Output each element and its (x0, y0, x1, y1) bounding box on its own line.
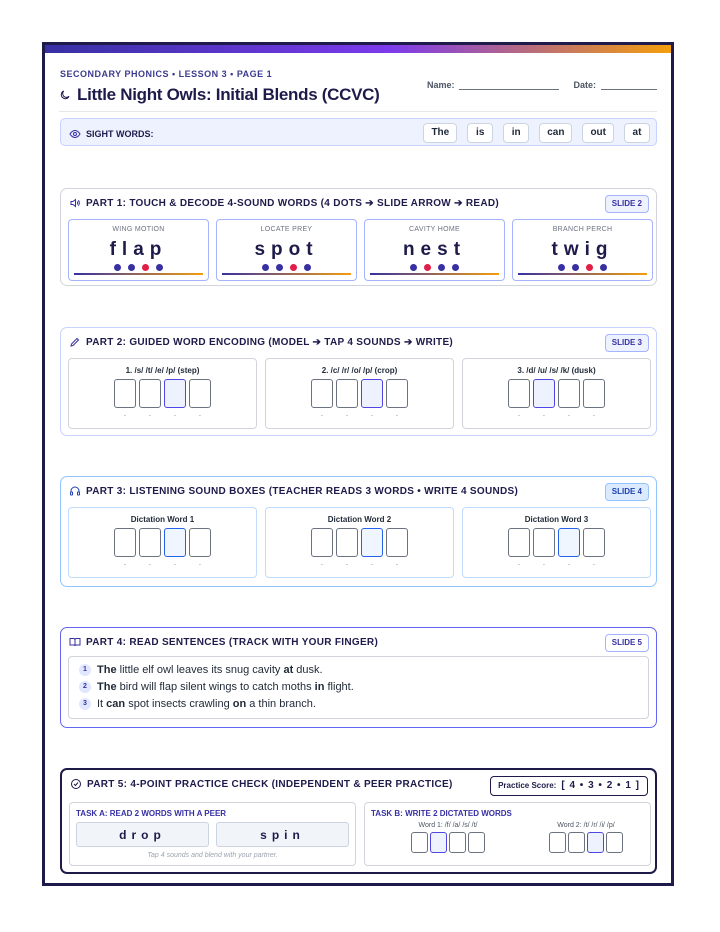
encoding-label: 3. /d/ /u/ /s/ /k/ (dusk) (517, 366, 596, 375)
sound-box[interactable] (468, 832, 485, 853)
worksheet-page (42, 42, 674, 886)
sentence-number: 3 (79, 698, 91, 710)
decode-card-label: CAVITY HOME (409, 226, 460, 233)
sentence-fragment: dusk. (293, 664, 323, 676)
part2-section (60, 327, 657, 436)
sound-dots (217, 264, 356, 271)
tick-mark: · (592, 411, 596, 420)
encoding-card (462, 358, 651, 429)
sound-box[interactable] (533, 528, 555, 557)
speaker-icon (69, 197, 81, 209)
sound-dot[interactable] (410, 264, 417, 271)
task-a (69, 802, 356, 866)
sound-box[interactable] (508, 379, 530, 408)
decode-word: nest (402, 239, 467, 260)
sound-box[interactable] (114, 379, 136, 408)
decode-card (512, 219, 653, 281)
tick-mark: · (198, 411, 202, 420)
moon-icon (59, 89, 71, 101)
part2-slide-badge: SLIDE 3 (605, 334, 649, 352)
decode-card (68, 219, 209, 281)
decode-word: flap (109, 239, 168, 260)
encoding-card (265, 358, 454, 429)
sound-box[interactable] (361, 379, 383, 408)
dictated-word (394, 822, 502, 853)
sound-box[interactable] (549, 832, 566, 853)
dictation-card (68, 507, 257, 578)
sentence-fragment: little elf owl leaves its snug cavity (116, 664, 284, 676)
encoding-label: 2. /c/ /r/ /o/ /p/ (crop) (321, 366, 398, 375)
sound-dot[interactable] (438, 264, 445, 271)
sound-boxes (394, 832, 502, 853)
part5-section (60, 768, 657, 874)
sound-box[interactable] (583, 528, 605, 557)
sound-dot[interactable] (276, 264, 283, 271)
sentence-row (79, 664, 323, 676)
sound-dot[interactable] (156, 264, 163, 271)
part1-slide-badge: SLIDE 2 (605, 195, 649, 213)
part4-section (60, 627, 657, 728)
sentence-text (97, 664, 323, 676)
sight-word-chip: is (467, 123, 493, 143)
sound-dot[interactable] (262, 264, 269, 271)
part2-heading-text: PART 2: GUIDED WORD ENCODING (MODEL ➔ TAP 4 SOUNDS ➔ WRITE) (86, 336, 454, 348)
practice-score-label: Practice Score: (498, 781, 557, 790)
tick-mark: · (148, 411, 152, 420)
sound-dots (513, 264, 652, 271)
sound-box[interactable] (583, 379, 605, 408)
practice-score-value[interactable]: [ 4 • 3 • 2 • 1 ] (561, 780, 640, 791)
sight-words-bar (60, 118, 657, 146)
tick-mark: · (370, 411, 374, 420)
tick-mark: · (173, 411, 177, 420)
sight-word-chips (423, 123, 650, 143)
sound-dot[interactable] (600, 264, 607, 271)
pencil-icon (69, 336, 81, 348)
practice-score (490, 776, 648, 796)
sentence-fragment: a thin branch. (246, 698, 316, 710)
sight-word-highlight: at (283, 664, 294, 676)
title-row (59, 85, 380, 105)
sound-box[interactable] (311, 379, 333, 408)
tick-mark: · (123, 411, 127, 420)
sound-box[interactable] (189, 379, 211, 408)
sound-dots (365, 264, 504, 271)
part1-section (60, 188, 657, 286)
sound-boxes (532, 832, 640, 853)
date-label: Date: (573, 80, 596, 90)
tick-mark: · (567, 411, 571, 420)
tick-mark: · (592, 560, 596, 569)
sound-dot[interactable] (128, 264, 135, 271)
sound-dot[interactable] (586, 264, 593, 271)
decode-card-label: LOCATE PREY (260, 226, 313, 233)
part3-heading-text: PART 3: LISTENING SOUND BOXES (TEACHER READS 3 WORDS • WRITE 4 SOUNDS) (86, 485, 519, 497)
sight-word-chip: out (582, 123, 614, 143)
sound-box[interactable] (508, 528, 530, 557)
part2-heading (69, 336, 453, 348)
sound-box[interactable] (361, 528, 383, 557)
sound-boxes (463, 379, 650, 408)
sentence-text (97, 698, 316, 710)
part5-heading (70, 778, 453, 790)
sound-box[interactable] (411, 832, 428, 853)
tick-mark: · (345, 411, 349, 420)
dictated-word-label: Word 2: /t/ /r/ /i/ /p/ (557, 822, 615, 829)
slide-arrow[interactable] (370, 273, 499, 275)
sound-box[interactable] (587, 832, 604, 853)
tick-mark: · (148, 560, 152, 569)
tick-mark: · (395, 411, 399, 420)
part3-heading (69, 485, 518, 497)
sight-word-highlight: The (97, 681, 117, 693)
book-icon (69, 636, 81, 648)
name-date-fields (427, 79, 657, 90)
tick-mark: · (173, 560, 177, 569)
part4-slide-badge: SLIDE 5 (605, 634, 649, 652)
top-gradient-bar (45, 45, 671, 53)
sight-word-highlight: can (106, 698, 126, 710)
sentence-fragment: spot insects crawling (125, 698, 233, 710)
sound-box[interactable] (568, 832, 585, 853)
slide-arrow[interactable] (74, 273, 203, 275)
dictated-word-label: Word 1: /f/ /a/ /s/ /t/ (418, 822, 478, 829)
sound-ticks (266, 413, 453, 419)
sound-box[interactable] (558, 379, 580, 408)
sound-box[interactable] (139, 528, 161, 557)
sound-box[interactable] (386, 528, 408, 557)
name-label: Name: (426, 80, 455, 90)
sound-ticks (69, 413, 256, 419)
sight-word-highlight: The (97, 664, 117, 676)
sound-boxes (266, 528, 453, 557)
eye-icon (69, 128, 81, 140)
sound-dots (69, 264, 208, 271)
sight-words-label-text: SIGHT WORDS: (86, 129, 154, 139)
sound-ticks (463, 413, 650, 419)
decode-card-label: BRANCH PERCH (552, 226, 613, 233)
tick-mark: · (542, 560, 546, 569)
dictated-word (532, 822, 640, 853)
task-a-label: TASK A: READ 2 WORDS WITH A PEER (76, 809, 227, 818)
sight-word-highlight: on (232, 698, 247, 710)
dictation-label: Dictation Word 3 (524, 515, 589, 524)
sound-box[interactable] (386, 379, 408, 408)
sound-box[interactable] (139, 379, 161, 408)
sound-ticks (266, 562, 453, 568)
date-line[interactable] (601, 79, 657, 90)
tick-mark: · (517, 560, 521, 569)
sound-boxes (69, 379, 256, 408)
sound-ticks (463, 562, 650, 568)
sight-word-highlight: in (314, 681, 325, 693)
headphones-icon (69, 485, 81, 497)
sentence-row (79, 698, 316, 710)
sound-dot[interactable] (290, 264, 297, 271)
sound-box[interactable] (164, 379, 186, 408)
tick-mark: · (198, 560, 202, 569)
sound-dot[interactable] (304, 264, 311, 271)
sound-box[interactable] (449, 832, 466, 853)
part3-section (60, 476, 657, 587)
sound-box[interactable] (336, 379, 358, 408)
sight-word-chip: can (539, 123, 572, 143)
dictation-label: Dictation Word 1 (130, 515, 195, 524)
name-line[interactable] (459, 79, 559, 90)
sound-box[interactable] (114, 528, 136, 557)
page-title: Little Night Owls: Initial Blends (CCVC) (77, 85, 380, 104)
check-circle-icon (70, 778, 82, 790)
tick-mark: · (395, 560, 399, 569)
tick-mark: · (320, 560, 324, 569)
task-a-note: Tap 4 sounds and blend with your partner. (147, 852, 278, 859)
lesson-kicker: SECONDARY PHONICS • LESSON 3 • PAGE 1 (60, 69, 273, 79)
encoding-label: 1. /s/ /t/ /e/ /p/ (step) (125, 366, 200, 375)
tick-mark: · (517, 411, 521, 420)
decode-card-label: WING MOTION (112, 226, 165, 233)
sight-word-chip: in (503, 123, 529, 143)
tick-mark: · (320, 411, 324, 420)
part1-heading-text: PART 1: TOUCH & DECODE 4-SOUND WORDS (4 DOTS ➔ SLIDE ARROW ➔ READ) (86, 197, 500, 209)
task-b (364, 802, 651, 866)
decode-word: spot (254, 239, 319, 260)
task-b-label: TASK B: WRITE 2 DICTATED WORDS (371, 809, 512, 818)
sound-boxes (69, 528, 256, 557)
sentence-number: 2 (79, 681, 91, 693)
sound-box[interactable] (430, 832, 447, 853)
tick-mark: · (567, 560, 571, 569)
decode-word: twig (551, 239, 614, 260)
sound-ticks (69, 562, 256, 568)
sound-box[interactable] (311, 528, 333, 557)
tick-mark: · (123, 560, 127, 569)
tick-mark: · (370, 560, 374, 569)
sentence-box (68, 656, 649, 719)
sound-dot[interactable] (142, 264, 149, 271)
sound-dot[interactable] (114, 264, 121, 271)
sound-dot[interactable] (424, 264, 431, 271)
sentence-fragment: bird will flap silent wings to catch moths (116, 681, 315, 693)
sentence-fragment: It (97, 698, 107, 710)
sound-boxes (463, 528, 650, 557)
encoding-card (68, 358, 257, 429)
sound-box[interactable] (336, 528, 358, 557)
sound-boxes (266, 379, 453, 408)
sound-dot[interactable] (452, 264, 459, 271)
sound-dot[interactable] (572, 264, 579, 271)
sentence-fragment: flight. (324, 681, 354, 693)
sentence-text (97, 681, 354, 693)
sound-box[interactable] (164, 528, 186, 557)
read-word-2: spin (216, 822, 349, 847)
dictation-label: Dictation Word 2 (327, 515, 392, 524)
sound-box[interactable] (606, 832, 623, 853)
part4-heading (69, 636, 378, 648)
sight-words-label (69, 128, 154, 140)
part1-heading (69, 197, 499, 209)
tick-mark: · (542, 411, 546, 420)
dictation-card (265, 507, 454, 578)
sentence-row (79, 681, 354, 693)
part3-slide-badge: SLIDE 4 (605, 483, 649, 501)
decode-card (364, 219, 505, 281)
sound-box[interactable] (189, 528, 211, 557)
sentence-number: 1 (79, 664, 91, 676)
sound-box[interactable] (533, 379, 555, 408)
divider (59, 111, 657, 112)
sight-word-chip: at (624, 123, 650, 143)
decode-card (216, 219, 357, 281)
part5-heading-text: PART 5: 4-POINT PRACTICE CHECK (INDEPENDENT & PEER PRACTICE) (87, 778, 453, 790)
sound-box[interactable] (558, 528, 580, 557)
slide-arrow[interactable] (518, 273, 647, 275)
read-word-1: drop (76, 822, 209, 847)
dictation-card (462, 507, 651, 578)
sound-dot[interactable] (558, 264, 565, 271)
slide-arrow[interactable] (222, 273, 351, 275)
sight-word-chip: The (423, 123, 457, 143)
part4-heading-text: PART 4: READ SENTENCES (TRACK WITH YOUR FINGER) (86, 636, 379, 648)
tick-mark: · (345, 560, 349, 569)
